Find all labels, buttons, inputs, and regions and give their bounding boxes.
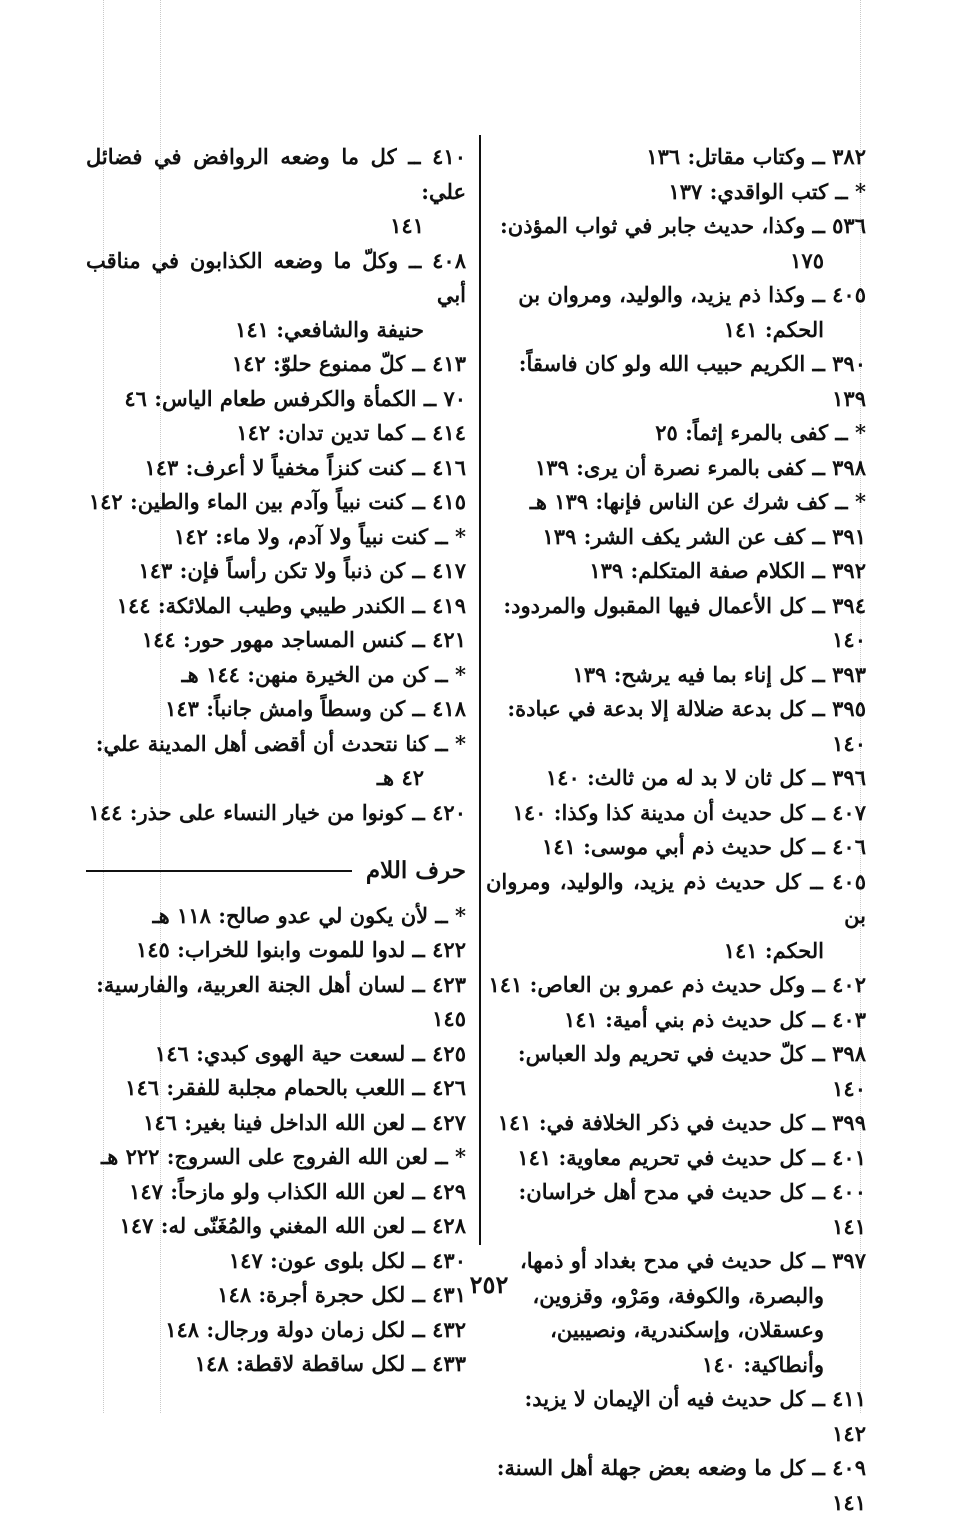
column-divider	[479, 135, 481, 1245]
index-entry	[486, 830, 866, 865]
index-entry	[486, 1106, 866, 1141]
entry-continuation: الحكم: ١٤١	[723, 937, 824, 963]
index-entry	[86, 416, 466, 451]
entry-text: ٤٢٣ ــ لسان أهل الجنة العربية، والفارسية: ١٤٥	[96, 971, 466, 1031]
entry-continuation: ١٧٥	[790, 247, 824, 273]
entry-text: ٤٣٠ ــ لكل بلوى عون: ١٤٧	[228, 1247, 466, 1273]
index-entry	[86, 968, 466, 1037]
index-entry	[486, 416, 866, 451]
entry-text: ٤٠٩ ــ كل ما وضعه بعض جهلة أهل السنة: ١٤١	[496, 1455, 866, 1515]
index-entry	[486, 968, 866, 1003]
section-rule	[86, 870, 352, 872]
entry-continuation: حنيفة والشافعي: ١٤١	[235, 316, 424, 342]
index-entry	[486, 761, 866, 796]
index-entry	[486, 1175, 866, 1244]
index-entry	[86, 1313, 466, 1348]
index-entry	[486, 1141, 866, 1176]
entry-text: * ــ كفى بالمرء إثماً: ٢٥	[655, 420, 866, 445]
index-entry	[86, 623, 466, 658]
index-entry	[486, 451, 866, 486]
index-entry	[486, 175, 866, 210]
index-entry	[86, 554, 466, 589]
entry-text: ٤١٥ ــ كنت نبياً وآدم بين الماء والطين: ١٤٢	[88, 489, 466, 514]
index-entry	[86, 727, 466, 762]
index-entry	[86, 589, 466, 624]
entry-text: ٣٩٦ ــ كل ثان لا بد له من ثالث: ١٤٠	[545, 765, 866, 790]
index-entry	[486, 1382, 866, 1451]
entry-text: ٤٢٩ ــ لعن الله الكذاب ولو مازحاً: ١٤٧	[129, 1178, 466, 1204]
left-column-top-entries	[86, 140, 466, 830]
entry-text: * ــ كنا نتحدث أن أقضى أهل المدينة علي:	[95, 730, 466, 756]
index-entry	[486, 796, 866, 831]
entry-text: ٤٢٥ ــ لسعت حية الهوى كبدي: ١٤٦	[154, 1040, 466, 1066]
entry-continuation: الحكم: ١٤١	[723, 316, 824, 342]
left-column	[86, 140, 466, 1382]
entry-text: ٤٠٥ ــ كل حديث ذم يزيد، والوليد، ومروان بن	[486, 868, 866, 928]
section-heading	[86, 854, 466, 889]
entry-text: ٤٣٣ ــ لكل ساقطة لاقطة: ١٤٨	[194, 1351, 466, 1376]
index-entry	[86, 1140, 466, 1175]
index-entry	[86, 899, 466, 934]
index-entry	[486, 347, 866, 416]
index-entry	[86, 1106, 466, 1141]
entry-text: ٤٢٧ ــ لعن الله الداخل فينا بغير: ١٤٦	[143, 1109, 466, 1135]
entry-continuation: والبصرة، والكوفة، ومَرْو، وقزوين، وعسقلان، وإسكندرية، ونصيبين، وأنطاكية: ١٤٠	[532, 1282, 824, 1377]
entry-text: ٤٠٢ ــ وكل حديث ذم عمرو بن العاص: ١٤١	[488, 972, 866, 997]
entry-text: ٣٩٠ ــ الكريم حبيب الله ولو كان فاسقاً: ١٣٩	[518, 351, 866, 411]
index-entry	[486, 520, 866, 555]
index-entry	[486, 278, 866, 313]
index-entry	[86, 140, 466, 209]
index-entry	[486, 140, 866, 175]
right-column	[486, 140, 866, 1520]
entry-text: ٤٠١ ــ كل حديث في تحريم معاوية: ١٤١	[517, 1144, 866, 1170]
entry-text: ٣٩٩ ــ كل حديث في ذكر الخلافة في: ١٤١	[497, 1110, 866, 1135]
entry-text: ٣٩٥ ــ كل بدعة ضلالة إلا بدعة في عبادة: ١٤٠	[507, 696, 866, 756]
index-entry	[86, 692, 466, 727]
entry-text: * ــ كتب الواقدي: ١٣٧	[668, 178, 866, 204]
entry-text: ٣٩٤ ــ كل الأعمال فيها المقبول والمردود: ١٤٠	[503, 592, 866, 652]
index-entry	[486, 692, 866, 761]
entry-text: * ــ لأن يكون لي عدو صالح: ١١٨ هـ	[152, 902, 466, 928]
entry-text: ٣٩٢ ــ الكلام صفة المتكلم: ١٣٩	[589, 558, 866, 583]
entry-text: * ــ كنت نبياً ولا آدم، ولا ماء: ١٤٢	[174, 523, 466, 549]
index-entry	[86, 485, 466, 520]
entry-text: ٤١٤ ــ كما تدين تدان: ١٤٢	[236, 420, 466, 445]
entry-text: * ــ كف شرك عن الناس فإنها: ١٣٩ هـ	[529, 489, 866, 514]
entry-text: ٣٨٢ ــ وكتاب مقاتل: ١٣٦	[646, 144, 866, 169]
index-entry	[86, 1175, 466, 1210]
index-entry	[86, 451, 466, 486]
index-entry	[486, 658, 866, 693]
entry-text: ٣٩١ ــ كف عن الشر يكف الشر: ١٣٩	[542, 523, 866, 549]
entry-text: ٤١٧ ــ كن ذنباً ولا تكن رأساً فإن: ١٤٣	[138, 558, 466, 583]
entry-text: ٤١١ ــ كل حديث فيه أن الإيمان لا يزيد: ١٤٢	[524, 1386, 866, 1446]
section-title: حرف اللام	[365, 857, 466, 884]
index-entry	[86, 347, 466, 382]
entry-text: ٤٠٨ ــ وكلّ ما وضعه الكذابون في مناقب أبي	[86, 247, 466, 307]
index-entry	[86, 1071, 466, 1106]
entry-text: ٤٠٥ ــ وكذا ذم يزيد، والوليد، ومروان بن	[518, 282, 866, 307]
entry-text: ٣٩٣ ــ كل إناء بما فيه يرشح: ١٣٩	[572, 661, 866, 687]
index-entry	[86, 244, 466, 313]
entry-text: ٤٢١ ــ كنس المساجد مهور حور: ١٤٤	[141, 627, 466, 652]
index-entry	[86, 796, 466, 831]
index-entry	[486, 209, 866, 244]
entry-text: ٤١٩ ــ الكندر طيبي وطيب الملائكة: ١٤٤	[116, 592, 466, 618]
entry-text: * ــ كن من الخيرة منهن: ١٤٤ هـ	[181, 661, 466, 687]
left-column-bottom-entries	[86, 899, 466, 1382]
entry-text: ٣٩٧ ــ كل حديث في مدح بغداد أو ذمها،	[520, 1248, 866, 1273]
entry-text: ٤٠٧ ــ كل حديث أن مدينة كذا وكذا: ١٤٠	[512, 799, 866, 825]
entry-text: ٣٩٨ ــ كفى بالمرء نصرة أن يرى: ١٣٩	[534, 454, 866, 480]
entry-text: ٤٢٠ ــ كونوا من خيار النساء على حذر: ١٤٤	[88, 799, 466, 825]
index-entry	[86, 933, 466, 968]
entry-continuation: ١٤١	[390, 213, 424, 238]
entry-text: ٤١٣ ــ كلّ ممنوع حلوّ: ١٤٢	[231, 351, 466, 376]
entry-text: ٤٢٦ ــ اللعب بالحمام مجلبة للفقر: ١٤٦	[125, 1075, 466, 1100]
index-entry	[86, 1037, 466, 1072]
entry-text: ٤٠٣ ــ كل حديث ذم بني أمية: ١٤١	[563, 1006, 866, 1032]
index-entry	[86, 382, 466, 417]
page-number: ٢٥٢	[469, 1270, 509, 1299]
entry-text: ٤٠٠ ــ كل حديث في مدح أهل خراسان: ١٤١	[518, 1179, 866, 1239]
entry-continuation: ٤٢ هـ	[376, 765, 424, 790]
index-entry	[486, 1451, 866, 1520]
entry-text: ٤١٠ ــ كل ما وضعه الروافض في فضائل علي:	[86, 144, 466, 204]
entry-text: ٣٩٨ ــ كلّ حديث في تحريم ولد العباس: ١٤٠	[517, 1041, 866, 1101]
entry-text: ٤٣٢ ــ لكل زمان دولة ورجال: ١٤٨	[165, 1316, 466, 1342]
entry-text: ٤١٦ ــ كنت كنزاً مخفياً لا أعرف: ١٤٣	[144, 454, 466, 480]
index-entry	[486, 485, 866, 520]
entry-text: ٥٣٦ ــ وكذا، حديث جابر في ثواب المؤذن:	[500, 213, 866, 238]
entry-text: ٤٢٢ ــ لدوا للموت وابنوا للخراب: ١٤٥	[135, 937, 466, 962]
index-entry	[486, 865, 866, 934]
index-entry	[486, 554, 866, 589]
index-entry	[86, 658, 466, 693]
index-entry	[86, 1209, 466, 1244]
index-entry	[86, 520, 466, 555]
entry-text: ٧٠ ــ الكمأة والكرفس طعام الياس: ٤٦	[124, 385, 466, 411]
entry-text: ٤١٨ ــ كن وسطاً وامش جانباً: ١٤٣	[165, 696, 466, 721]
entry-text: ٤٢٨ ــ لعن الله المغني والمُغَنّى له: ١٤٧	[119, 1213, 466, 1238]
index-entry	[486, 1003, 866, 1038]
entry-text: * ــ لعن الله الفروج على السروج: ٢٢٢ هـ	[101, 1144, 466, 1169]
index-entry	[86, 1347, 466, 1382]
index-entry	[486, 589, 866, 658]
index-entry	[486, 1037, 866, 1106]
entry-text: ٤٠٦ ــ كل حديث ذم أبي موسى: ١٤١	[541, 834, 866, 859]
entry-text: ٤٣١ ــ لكل حجرة أجرة: ١٤٨	[217, 1282, 466, 1307]
